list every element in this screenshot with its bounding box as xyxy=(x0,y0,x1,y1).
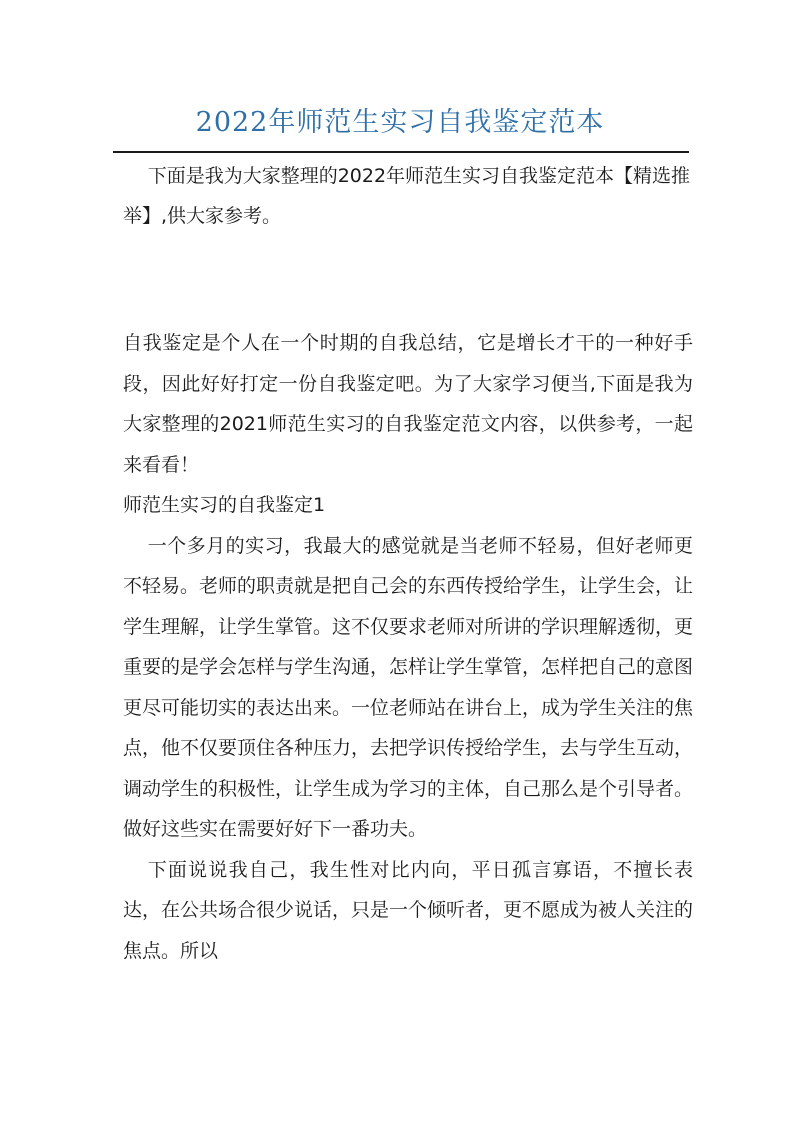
body-paragraph: 一个多月的实习，我最大的感觉就是当老师不轻易，但好老师更不轻易。老师的职责就是把自己会的东西传授给学生，让学生会，让学生理解，让学生掌管。这不仅要求老师对所讲的学识理解透彻，更重要的是学会怎样与学生沟通，怎样让学生掌管，怎样把自己的意图更尽可能切实的表达出来。一位老师站在讲台上，成为学生关注的焦点，他不仅要顶住各种压力，去把学识传授给学生，去与学生互动，调动学生的积极性，让学生成为学习的主体，自己那么是个引导者。做好这些实在需要好好下一番功夫。 xyxy=(123,534,694,840)
title-divider xyxy=(113,151,689,153)
document-body xyxy=(123,323,693,971)
body-paragraph: 下面说说我自己，我生性对比内向，平日孤言寡语，不擅长表达，在公共场合很少说话，只是一个倾听者，更不愿成为被人关注的焦点。所以 xyxy=(123,858,694,962)
intro-paragraph: 下面是我为大家整理的2022年师范生实习自我鉴定范本【精选推举】,供大家参考。 xyxy=(123,165,691,227)
body-paragraph: 自我鉴定是个人在一个时期的自我总结，它是增长才干的一种好手段，因此好好打定一份自我鉴定吧。为了大家学习便当,下面是我为大家整理的2021师范生实习的自我鉴定范文内容，以供参考，一起来看看！ xyxy=(123,332,693,476)
document-title: 2022年师范生实习自我鉴定范本 xyxy=(195,107,605,138)
section-heading: 师范生实习的自我鉴定1 xyxy=(123,494,326,516)
